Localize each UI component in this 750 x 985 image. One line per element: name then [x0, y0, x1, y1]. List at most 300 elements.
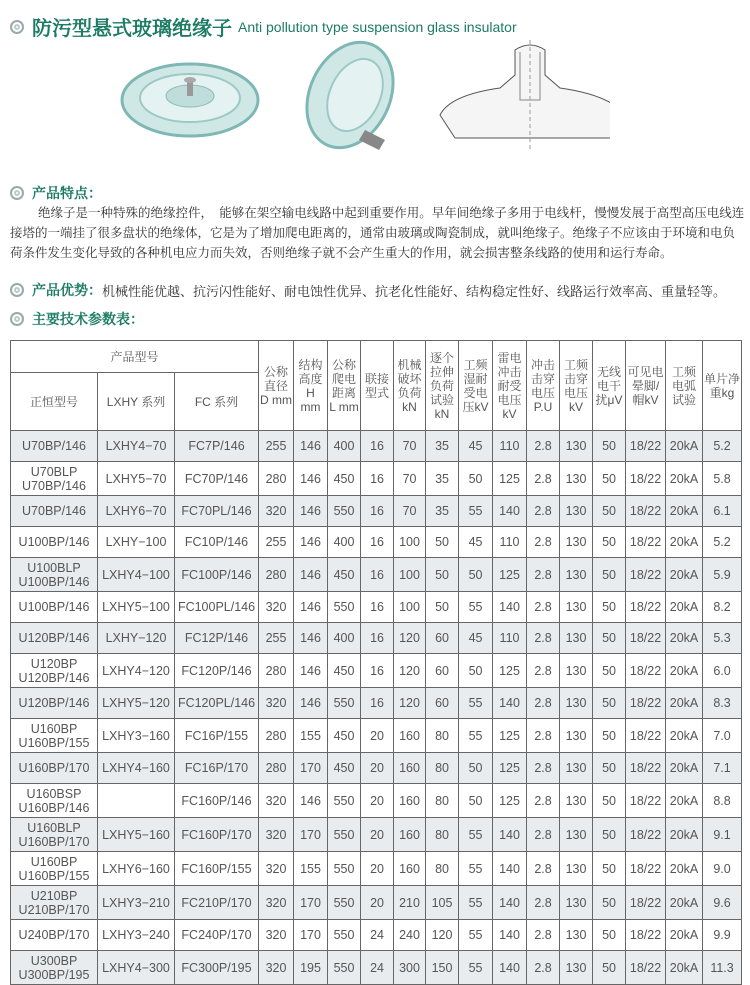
table-cell: LXHY5−70	[98, 462, 175, 496]
table-cell: 50	[593, 852, 626, 886]
table-cell: 20kA	[666, 558, 703, 592]
table-cell: 5.3	[703, 623, 742, 654]
table-cell: 20	[361, 784, 394, 818]
table-cell: 110	[493, 527, 527, 558]
table-cell: 400	[328, 527, 361, 558]
table-cell: 160	[394, 818, 426, 852]
table-cell: 120	[394, 654, 426, 688]
col-header: 正恒型号	[11, 373, 98, 431]
spec-table	[10, 340, 742, 985]
table-cell: 550	[328, 784, 361, 818]
col-header: FC 系列	[175, 373, 259, 431]
table-cell: 20kA	[666, 852, 703, 886]
table-cell: LXHY4−100	[98, 558, 175, 592]
table-cell: 170	[294, 886, 328, 920]
table-cell: 55	[459, 852, 493, 886]
table-cell: 110	[493, 623, 527, 654]
table-cell: 20kA	[666, 623, 703, 654]
table-cell: 125	[493, 753, 527, 784]
table-cell: 50	[593, 818, 626, 852]
table-cell: 20kA	[666, 592, 703, 623]
table-cell: 20kA	[666, 462, 703, 496]
table-cell: 8.3	[703, 688, 742, 719]
table-cell: 160	[394, 852, 426, 886]
table-cell: 50	[593, 462, 626, 496]
table-cell: 140	[493, 920, 527, 951]
table-cell: 2.8	[527, 558, 560, 592]
table-cell: 20kA	[666, 688, 703, 719]
table-cell: 45	[459, 431, 493, 462]
table-cell: 35	[426, 431, 459, 462]
table-cell: LXHY6−70	[98, 496, 175, 527]
table-cell: 80	[426, 852, 459, 886]
table-cell: 60	[426, 654, 459, 688]
table-cell: LXHY4−70	[98, 431, 175, 462]
table-cell: 18/22	[626, 920, 666, 951]
table-cell: 2.8	[527, 688, 560, 719]
table-cell: FC240P/170	[175, 920, 259, 951]
table-cell: 550	[328, 951, 361, 985]
table-cell: 50	[459, 558, 493, 592]
table-cell: 320	[259, 886, 294, 920]
col-header: 单片净重kg	[703, 341, 742, 431]
table-cell: 240	[394, 920, 426, 951]
table-cell: 160	[394, 784, 426, 818]
table-cell: 170	[294, 920, 328, 951]
table-cell: LXHY5−160	[98, 818, 175, 852]
title-en: Anti pollution type suspension glass insulator	[238, 18, 517, 35]
table-row	[11, 592, 742, 623]
advantages-text: 机械性能优越、抗污闪性能好、耐电蚀性优异、抗老化性能好、结构稳定性好、线路运行效率高、重量轻等。	[102, 284, 727, 300]
table-cell: 18/22	[626, 818, 666, 852]
table-cell: 146	[294, 558, 328, 592]
table-cell: 170	[294, 818, 328, 852]
table-cell: U210BP U210BP/170	[11, 886, 98, 920]
table-cell: 146	[294, 527, 328, 558]
col-header: 结构高度H mm	[294, 341, 328, 431]
table-cell: 255	[259, 431, 294, 462]
table-cell: 55	[459, 592, 493, 623]
table-cell: 55	[459, 818, 493, 852]
table-cell: LXHY3−160	[98, 719, 175, 753]
table-cell: 2.8	[527, 623, 560, 654]
table-cell: 320	[259, 784, 294, 818]
table-cell: LXHY5−120	[98, 688, 175, 719]
table-cell: 125	[493, 784, 527, 818]
table-cell: 24	[361, 920, 394, 951]
table-cell: 7.0	[703, 719, 742, 753]
table-cell: 100	[394, 558, 426, 592]
table-cell: 130	[560, 431, 593, 462]
table-cell: 50	[459, 784, 493, 818]
table-cell: 18/22	[626, 688, 666, 719]
table-row	[11, 818, 742, 852]
table-cell: 280	[259, 753, 294, 784]
table-cell: 320	[259, 496, 294, 527]
table-cell: 5.2	[703, 431, 742, 462]
table-cell: 125	[493, 719, 527, 753]
table-cell: 50	[426, 558, 459, 592]
table-cell: 50	[593, 527, 626, 558]
table-cell: 5.8	[703, 462, 742, 496]
table-cell: 18/22	[626, 753, 666, 784]
table-cell: 9.6	[703, 886, 742, 920]
col-header: 联接型式	[361, 341, 394, 431]
table-cell: 280	[259, 558, 294, 592]
table-cell: 2.8	[527, 592, 560, 623]
table-cell: 55	[459, 719, 493, 753]
table-cell: 105	[426, 886, 459, 920]
table-cell: 450	[328, 654, 361, 688]
table-row	[11, 431, 742, 462]
table-cell: 6.0	[703, 654, 742, 688]
table-cell: U120BP U120BP/146	[11, 654, 98, 688]
table-cell: 195	[294, 951, 328, 985]
table-cell: 255	[259, 527, 294, 558]
table-cell: 5.9	[703, 558, 742, 592]
table-cell: FC120P/146	[175, 654, 259, 688]
table-cell: 70	[394, 431, 426, 462]
table-row	[11, 852, 742, 886]
table-cell: 255	[259, 623, 294, 654]
table-cell: 155	[294, 719, 328, 753]
table-cell: FC12P/146	[175, 623, 259, 654]
bullet-ring-icon	[10, 283, 24, 297]
table-cell: 2.8	[527, 852, 560, 886]
table-cell: 130	[560, 784, 593, 818]
table-cell: 20kA	[666, 527, 703, 558]
col-header: LXHY 系列	[98, 373, 175, 431]
table-cell: 2.8	[527, 951, 560, 985]
advantages-heading: 产品优势：	[32, 283, 102, 299]
table-row	[11, 558, 742, 592]
table-cell: 2.8	[527, 719, 560, 753]
table-row	[11, 920, 742, 951]
table-cell: 55	[459, 496, 493, 527]
table-cell: 24	[361, 951, 394, 985]
table-cell: 16	[361, 592, 394, 623]
table-cell: 450	[328, 462, 361, 496]
table-cell: 130	[560, 496, 593, 527]
table-cell: LXHY4−160	[98, 753, 175, 784]
table-cell: 7.1	[703, 753, 742, 784]
table-cell: 2.8	[527, 818, 560, 852]
table-cell: 450	[328, 558, 361, 592]
table-cell: 125	[493, 558, 527, 592]
table-cell: 20	[361, 719, 394, 753]
table-cell: U160BSP U160BP/146	[11, 784, 98, 818]
table-cell: 146	[294, 592, 328, 623]
table-cell: 20kA	[666, 719, 703, 753]
table-cell: 160	[394, 719, 426, 753]
features-paragraph: 绝缘子是一种特殊的绝缘控件， 能够在架空输电线路中起到重要作用。早年间绝缘子多用于电线杆，慢慢发展于高型高压电线连接塔的一端挂了很多盘状的绝缘体，它是为了增加爬电距离的，通常由玻璃或陶瓷制成，就叫绝缘子。绝缘子不应该由于环境和电负荷条件发生变化导致的各种机电应力而失效，否则绝缘子就不会产生重大的作用，就会损害整条线路的使用和运行寿命。	[10, 205, 745, 260]
col-header: 逐个拉伸负荷试验kN	[426, 341, 459, 431]
table-cell: 140	[493, 852, 527, 886]
advantages-line	[10, 280, 726, 300]
table-cell: U70BP/146	[11, 431, 98, 462]
table-cell: LXHY−100	[98, 527, 175, 558]
table-cell: LXHY4−120	[98, 654, 175, 688]
table-cell: 50	[459, 753, 493, 784]
table-cell: 50	[426, 592, 459, 623]
table-cell: 2.8	[527, 920, 560, 951]
table-cell: U240BP/170	[11, 920, 98, 951]
table-cell: 8.2	[703, 592, 742, 623]
table-cell: FC120PL/146	[175, 688, 259, 719]
table-row	[11, 462, 742, 496]
table-cell: 130	[560, 920, 593, 951]
table-cell: 280	[259, 462, 294, 496]
table-cell: 50	[593, 753, 626, 784]
table-cell: 5.2	[703, 527, 742, 558]
table-cell: U160BP/170	[11, 753, 98, 784]
table-cell: 18/22	[626, 852, 666, 886]
table-cell: 146	[294, 431, 328, 462]
table-cell: 55	[459, 920, 493, 951]
table-cell: 140	[493, 886, 527, 920]
table-cell: 50	[593, 688, 626, 719]
table-cell: 125	[493, 462, 527, 496]
table-cell: 18/22	[626, 784, 666, 818]
table-cell: 2.8	[527, 462, 560, 496]
table-cell: 320	[259, 920, 294, 951]
table-cell: 130	[560, 527, 593, 558]
table-cell: FC160P/146	[175, 784, 259, 818]
table-cell: U160BP U160BP/155	[11, 852, 98, 886]
table-cell: 2.8	[527, 431, 560, 462]
table-cell: 50	[593, 951, 626, 985]
table-cell: FC16P/155	[175, 719, 259, 753]
table-cell: 9.9	[703, 920, 742, 951]
table-cell: 320	[259, 951, 294, 985]
table-cell: 210	[394, 886, 426, 920]
table-cell: LXHY3−210	[98, 886, 175, 920]
table-cell: 55	[459, 688, 493, 719]
table-row	[11, 753, 742, 784]
table-cell: 120	[426, 920, 459, 951]
table-cell: 50	[593, 654, 626, 688]
table-cell: 320	[259, 592, 294, 623]
col-header: 机械破坏负荷kN	[394, 341, 426, 431]
table-cell: FC70P/146	[175, 462, 259, 496]
table-cell: U100BP/146	[11, 592, 98, 623]
table-cell: 35	[426, 496, 459, 527]
table-cell: 20kA	[666, 654, 703, 688]
table-cell: 120	[394, 688, 426, 719]
table-cell: 280	[259, 719, 294, 753]
col-header: 可见电晕脚/帽kV	[626, 341, 666, 431]
table-cell: FC160P/155	[175, 852, 259, 886]
col-header: 冲击击穿电压P.U	[527, 341, 560, 431]
table-cell: 18/22	[626, 951, 666, 985]
table-cell: FC160P/170	[175, 818, 259, 852]
table-cell: LXHY6−160	[98, 852, 175, 886]
table-cell: 320	[259, 688, 294, 719]
table-cell: 280	[259, 654, 294, 688]
table-cell: 45	[459, 623, 493, 654]
table-cell: 320	[259, 818, 294, 852]
table-row	[11, 654, 742, 688]
col-header: 无线电干扰μV	[593, 341, 626, 431]
table-cell: LXHY3−240	[98, 920, 175, 951]
table-cell: 130	[560, 818, 593, 852]
table-cell: 55	[459, 951, 493, 985]
title-cn: 防污型悬式玻璃绝缘子	[32, 16, 232, 40]
table-cell: 146	[294, 462, 328, 496]
table-cell: U100BLP U100BP/146	[11, 558, 98, 592]
col-header: 公称直径D mm	[259, 341, 294, 431]
spec-heading-text: 主要技术参数表：	[32, 312, 144, 328]
table-cell: 70	[394, 496, 426, 527]
table-cell: LXHY4−300	[98, 951, 175, 985]
table-cell: 130	[560, 623, 593, 654]
table-cell: FC300P/195	[175, 951, 259, 985]
bullet-ring-icon	[10, 312, 24, 326]
table-cell: 140	[493, 688, 527, 719]
col-header: 工频击穿电压kV	[560, 341, 593, 431]
table-row	[11, 719, 742, 753]
table-cell: 2.8	[527, 496, 560, 527]
table-row	[11, 527, 742, 558]
table-cell: LXHY−120	[98, 623, 175, 654]
table-cell: U160BP U160BP/155	[11, 719, 98, 753]
table-cell: 146	[294, 496, 328, 527]
table-cell: 400	[328, 623, 361, 654]
table-cell: FC70PL/146	[175, 496, 259, 527]
table-cell: 20kA	[666, 920, 703, 951]
table-cell: 18/22	[626, 592, 666, 623]
table-cell: 20kA	[666, 431, 703, 462]
table-cell: 20kA	[666, 951, 703, 985]
table-cell: 50	[593, 886, 626, 920]
table-cell: 6.1	[703, 496, 742, 527]
table-cell: U120BP/146	[11, 623, 98, 654]
table-cell: 16	[361, 654, 394, 688]
col-header: 工频电弧试验	[666, 341, 703, 431]
table-cell: 100	[394, 527, 426, 558]
table-cell: 300	[394, 951, 426, 985]
table-cell: 50	[593, 719, 626, 753]
table-cell: 20kA	[666, 496, 703, 527]
table-cell: 16	[361, 558, 394, 592]
table-cell: 550	[328, 852, 361, 886]
table-cell: 550	[328, 920, 361, 951]
table-cell: 130	[560, 852, 593, 886]
table-cell: 45	[459, 527, 493, 558]
table-cell: 450	[328, 719, 361, 753]
table-cell: 130	[560, 951, 593, 985]
table-cell: 2.8	[527, 886, 560, 920]
table-row	[11, 688, 742, 719]
table-cell: U300BP U300BP/195	[11, 951, 98, 985]
table-cell: FC100PL/146	[175, 592, 259, 623]
table-cell: 130	[560, 719, 593, 753]
table-cell: 50	[593, 496, 626, 527]
table-cell: 2.8	[527, 753, 560, 784]
table-cell: 80	[426, 784, 459, 818]
table-cell: 140	[493, 592, 527, 623]
table-cell: 9.1	[703, 818, 742, 852]
table-cell: 2.8	[527, 784, 560, 818]
table-cell: 18/22	[626, 719, 666, 753]
table-cell: 18/22	[626, 623, 666, 654]
table-cell: 140	[493, 496, 527, 527]
page-title	[10, 12, 517, 41]
table-cell: 50	[459, 654, 493, 688]
table-cell: 125	[493, 654, 527, 688]
table-cell: 18/22	[626, 558, 666, 592]
table-cell: 18/22	[626, 496, 666, 527]
table-cell: 120	[394, 623, 426, 654]
table-cell: 550	[328, 688, 361, 719]
table-cell: 550	[328, 496, 361, 527]
table-cell: 16	[361, 462, 394, 496]
table-cell: 50	[593, 592, 626, 623]
table-cell: U160BLP U160BP/170	[11, 818, 98, 852]
insulator-images	[110, 40, 610, 170]
table-cell: 400	[328, 431, 361, 462]
table-cell: 160	[394, 753, 426, 784]
table-cell: 50	[593, 623, 626, 654]
table-cell: 550	[328, 886, 361, 920]
table-cell: 50	[593, 431, 626, 462]
table-cell: 80	[426, 719, 459, 753]
table-cell: 100	[394, 592, 426, 623]
table-cell: 140	[493, 951, 527, 985]
table-cell: 130	[560, 654, 593, 688]
table-cell: 60	[426, 623, 459, 654]
features-heading-text: 产品特点：	[32, 186, 102, 202]
bullet-ring-icon	[10, 186, 24, 200]
table-cell: 550	[328, 592, 361, 623]
table-cell: 50	[593, 784, 626, 818]
table-cell: 50	[593, 920, 626, 951]
table-cell: 130	[560, 592, 593, 623]
table-cell: FC100P/146	[175, 558, 259, 592]
table-cell: 80	[426, 753, 459, 784]
table-cell: 16	[361, 623, 394, 654]
group-header: 产品型号	[11, 341, 259, 373]
table-cell: 16	[361, 688, 394, 719]
table-cell: 130	[560, 688, 593, 719]
table-cell: U70BLP U70BP/146	[11, 462, 98, 496]
table-cell: U120BP/146	[11, 688, 98, 719]
table-cell: 20kA	[666, 886, 703, 920]
table-cell: 170	[294, 753, 328, 784]
table-cell: 146	[294, 784, 328, 818]
table-cell: 50	[459, 462, 493, 496]
table-cell: 130	[560, 462, 593, 496]
table-cell: 20	[361, 753, 394, 784]
table-cell: U70BP/146	[11, 496, 98, 527]
col-header: 公称爬电距离L mm	[328, 341, 361, 431]
col-header: 雷电冲击耐受电压kV	[493, 341, 527, 431]
table-cell: 320	[259, 852, 294, 886]
table-cell: 16	[361, 527, 394, 558]
table-cell: 450	[328, 753, 361, 784]
table-row	[11, 784, 742, 818]
table-cell: 130	[560, 886, 593, 920]
table-cell: 2.8	[527, 654, 560, 688]
table-cell: 16	[361, 431, 394, 462]
table-cell: 80	[426, 818, 459, 852]
table-cell: 50	[593, 558, 626, 592]
table-cell: 20	[361, 886, 394, 920]
table-cell: 146	[294, 623, 328, 654]
table-cell: 20kA	[666, 753, 703, 784]
table-cell: 18/22	[626, 527, 666, 558]
table-cell: 11.3	[703, 951, 742, 985]
